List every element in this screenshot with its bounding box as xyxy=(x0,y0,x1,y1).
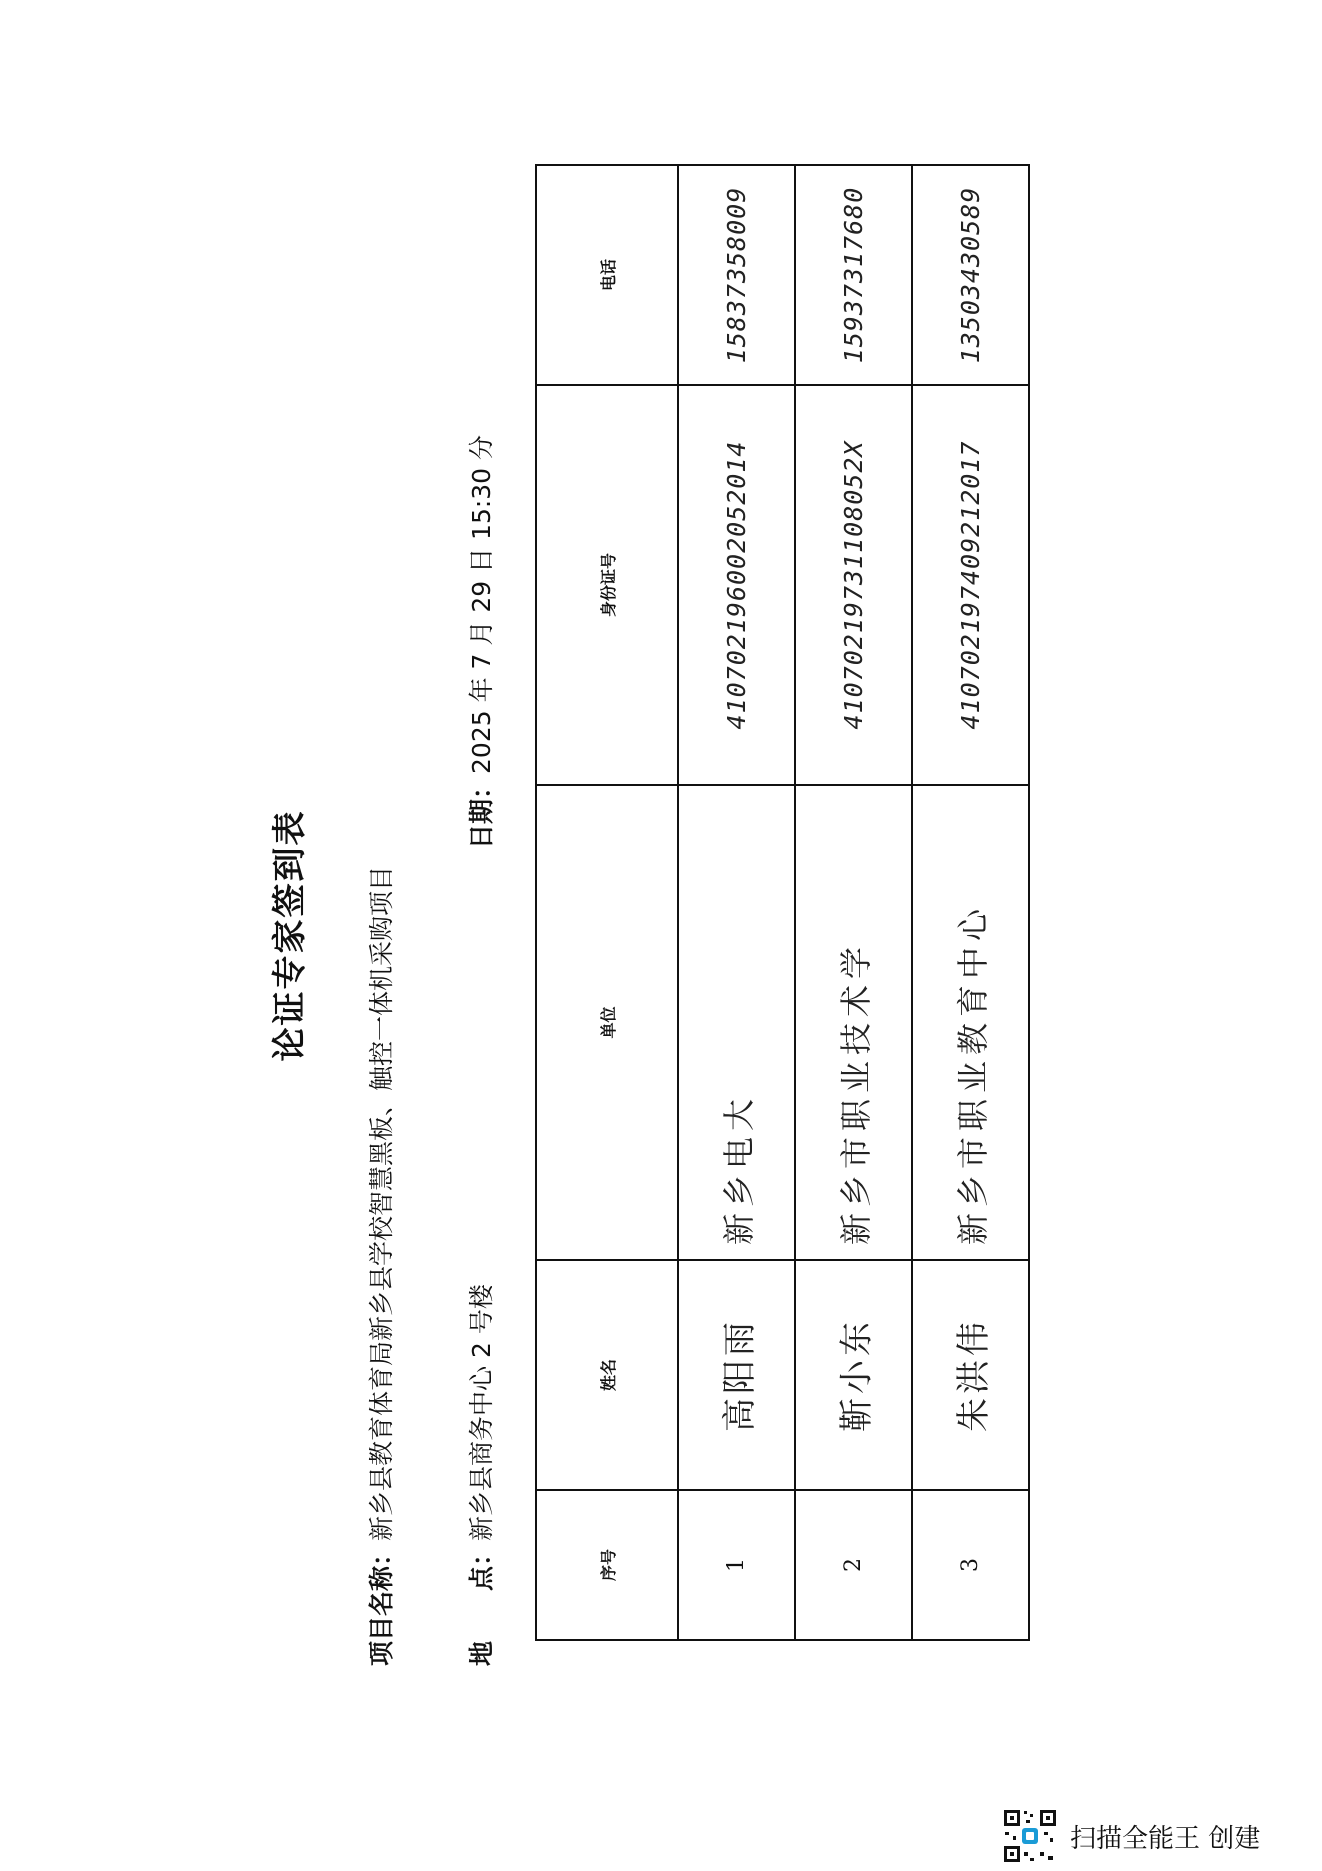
cell-seq xyxy=(678,1490,795,1640)
header-unit: 单位 xyxy=(536,785,678,1260)
cell-name xyxy=(912,1260,1029,1490)
handwritten-id-number: 410702196002052014 xyxy=(722,440,751,730)
date-value: 2025 年 7 月 29 日 15:30 分 xyxy=(467,434,496,774)
address-line xyxy=(462,1284,498,1666)
address-value: 新乡县商务中心 2 号楼 xyxy=(467,1284,496,1541)
cell-seq xyxy=(795,1490,912,1640)
cell-unit xyxy=(678,785,795,1260)
cell-phone xyxy=(678,165,795,385)
handwritten-name: 高阳雨 xyxy=(720,1318,760,1432)
seq-value: 1 xyxy=(724,1558,749,1572)
date-line xyxy=(462,435,498,849)
table-row xyxy=(678,165,795,1640)
cell-seq xyxy=(912,1490,1029,1640)
cell-id-number xyxy=(912,385,1029,785)
cell-unit xyxy=(795,785,912,1260)
table-header-row xyxy=(536,165,678,1640)
cell-phone xyxy=(912,165,1029,385)
table-row xyxy=(795,165,912,1640)
sign-in-table xyxy=(535,164,1030,1641)
handwritten-id-number: 41070219731108052X xyxy=(839,440,868,730)
project-label: 项目名称： xyxy=(367,1540,396,1666)
header-name: 姓名 xyxy=(536,1260,678,1490)
cell-name xyxy=(678,1260,795,1490)
header-phone: 电话 xyxy=(536,165,678,385)
table-row xyxy=(912,165,1029,1640)
handwritten-name: 朱洪伟 xyxy=(954,1318,994,1432)
handwritten-id-number: 410702197409212017 xyxy=(956,440,985,730)
document-title: 论证专家签到表 xyxy=(270,809,310,1062)
qr-code-icon xyxy=(1002,1808,1058,1864)
cell-unit xyxy=(912,785,1029,1260)
header-id-number: 身份证号 xyxy=(536,385,678,785)
handwritten-unit: 新乡市职业教育中心 xyxy=(953,902,992,1245)
handwritten-unit: 新乡电大 xyxy=(719,1092,758,1245)
handwritten-name: 靳小东 xyxy=(837,1318,877,1432)
handwritten-unit: 新乡市职业技术学 xyxy=(836,940,875,1245)
handwritten-phone: 13503430589 xyxy=(956,186,985,364)
handwritten-phone: 15937317680 xyxy=(839,186,868,364)
header-seq: 序号 xyxy=(536,1490,678,1640)
address-label: 地 点： xyxy=(467,1540,496,1666)
cell-phone xyxy=(795,165,912,385)
seq-value: 3 xyxy=(958,1558,983,1572)
seq-value: 2 xyxy=(841,1558,866,1572)
cell-id-number xyxy=(678,385,795,785)
handwritten-phone: 15837358009 xyxy=(722,186,751,364)
cell-id-number xyxy=(795,385,912,785)
scanner-watermark xyxy=(1002,1808,1260,1864)
project-line xyxy=(362,866,398,1666)
date-label: 日期： xyxy=(467,773,496,849)
project-value: 新乡县教育体育局新乡县学校智慧黑板、触控一体机采购项目 xyxy=(367,865,396,1541)
watermark-text: 扫描全能王 创建 xyxy=(1070,1823,1261,1854)
cell-name xyxy=(795,1260,912,1490)
